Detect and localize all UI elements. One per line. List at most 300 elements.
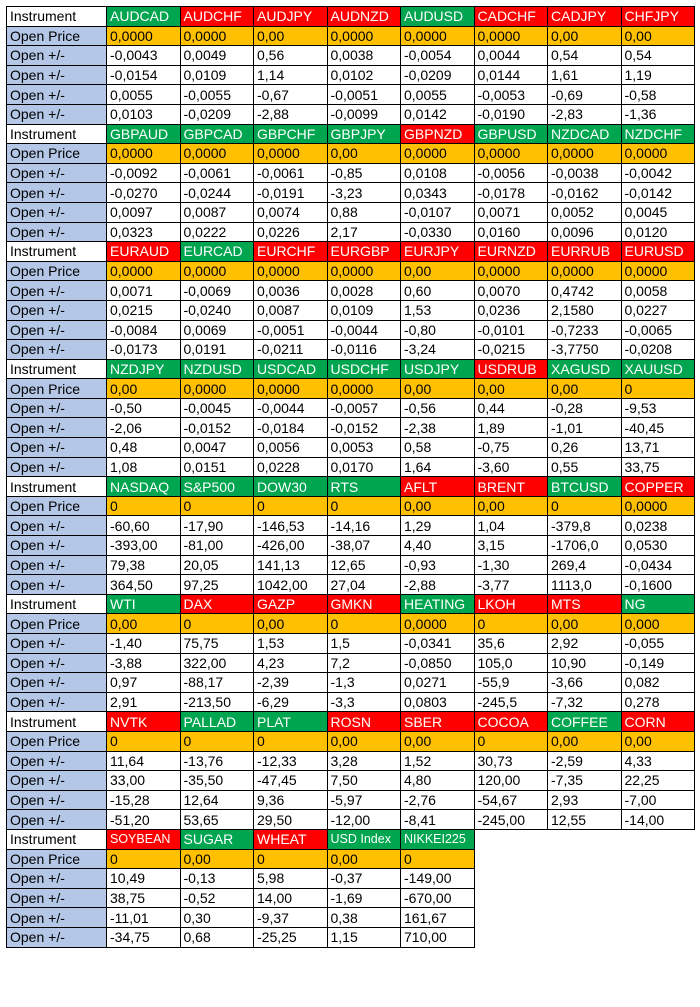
open-price-value: 0,00: [474, 496, 548, 516]
open-change-value: 53,65: [180, 810, 254, 830]
open-price-row: [7, 261, 695, 281]
instrument-label: Instrument: [7, 829, 107, 849]
open-price-value: 0: [180, 614, 254, 634]
open-change-value: -2,59: [548, 751, 622, 771]
open-change-value: -0,0042: [621, 163, 695, 183]
instrument-name: NZDCHF: [621, 124, 695, 144]
open-change-value: -3,60: [474, 457, 548, 477]
open-change-row: [7, 457, 695, 477]
open-change-value: 0,0047: [180, 438, 254, 458]
open-change-value: 0,0102: [327, 65, 401, 85]
open-price-label: Open Price: [7, 144, 107, 164]
open-change-value: -1,30: [474, 555, 548, 575]
open-change-value: -0,0215: [474, 340, 548, 360]
open-change-value: 0,0052: [548, 202, 622, 222]
open-change-value: -0,0057: [327, 398, 401, 418]
instrument-name: BRENT: [474, 477, 548, 497]
instrument-name: CHFJPY: [621, 7, 695, 27]
instrument-header-row: [7, 359, 695, 379]
open-change-label: Open +/-: [7, 634, 107, 654]
open-change-value: -0,0240: [180, 300, 254, 320]
open-change-value: 14,00: [254, 888, 328, 908]
open-change-value: 2,1580: [548, 300, 622, 320]
open-change-value: -0,0178: [474, 183, 548, 203]
instrument-name: SBER: [401, 712, 475, 732]
open-change-row: [7, 555, 695, 575]
instrument-name: GMKN: [327, 594, 401, 614]
open-change-row: [7, 202, 695, 222]
open-change-value: -0,0056: [474, 163, 548, 183]
empty-cell: [548, 888, 622, 908]
open-change-value: 12,55: [548, 810, 622, 830]
instrument-name: NVTK: [107, 712, 181, 732]
open-price-value: 0,0000: [254, 261, 328, 281]
open-change-label: Open +/-: [7, 398, 107, 418]
instrument-name: EURGBP: [327, 242, 401, 262]
open-change-row: [7, 927, 695, 947]
open-change-value: -0,0434: [621, 555, 695, 575]
open-change-value: -34,75: [107, 927, 181, 947]
open-price-value: 0: [254, 849, 328, 869]
open-change-row: [7, 908, 695, 928]
instrument-name: CORN: [621, 712, 695, 732]
open-change-value: 0,0227: [621, 300, 695, 320]
instrument-name: HEATING: [401, 594, 475, 614]
instrument-name: GBPCAD: [180, 124, 254, 144]
quotes-table: [6, 6, 695, 948]
open-change-value: 0,0044: [474, 46, 548, 66]
open-change-value: 0,44: [474, 398, 548, 418]
open-change-row: [7, 771, 695, 791]
open-change-value: 0,68: [180, 927, 254, 947]
open-price-row: [7, 144, 695, 164]
open-price-label: Open Price: [7, 379, 107, 399]
open-price-value: 0,00: [327, 849, 401, 869]
instrument-name: SUGAR: [180, 829, 254, 849]
open-change-value: 1,53: [254, 634, 328, 654]
open-change-value: 0,0144: [474, 65, 548, 85]
open-change-row: [7, 398, 695, 418]
open-change-value: 0,0071: [107, 281, 181, 301]
open-change-label: Open +/-: [7, 888, 107, 908]
instrument-name: XAGUSD: [548, 359, 622, 379]
open-change-value: -0,0162: [548, 183, 622, 203]
open-price-value: 0,0000: [474, 26, 548, 46]
open-change-value: -0,0043: [107, 46, 181, 66]
open-change-label: Open +/-: [7, 927, 107, 947]
open-change-value: -0,0191: [254, 183, 328, 203]
open-price-value: 0: [327, 614, 401, 634]
open-change-row: [7, 65, 695, 85]
open-change-value: 0,0236: [474, 300, 548, 320]
open-change-label: Open +/-: [7, 810, 107, 830]
open-change-value: 1,52: [401, 751, 475, 771]
open-change-value: -3,77: [474, 575, 548, 595]
open-change-value: -2,83: [548, 104, 622, 124]
open-price-value: 0,0000: [548, 261, 622, 281]
open-change-value: 0,48: [107, 438, 181, 458]
open-change-value: -245,5: [474, 692, 548, 712]
open-change-row: [7, 85, 695, 105]
open-change-value: -14,00: [621, 810, 695, 830]
open-change-value: -40,45: [621, 418, 695, 438]
open-change-value: -51,20: [107, 810, 181, 830]
open-change-label: Open +/-: [7, 340, 107, 360]
open-change-value: -0,1600: [621, 575, 695, 595]
open-change-value: 0,0343: [401, 183, 475, 203]
open-change-value: -0,37: [327, 869, 401, 889]
open-change-value: -2,06: [107, 418, 181, 438]
open-change-value: -245,00: [474, 810, 548, 830]
open-price-value: 0,0000: [401, 614, 475, 634]
open-change-value: 120,00: [474, 771, 548, 791]
open-change-value: -0,80: [401, 320, 475, 340]
open-price-value: 0,0000: [621, 496, 695, 516]
instrument-label: Instrument: [7, 594, 107, 614]
open-change-value: 322,00: [180, 653, 254, 673]
instrument-name: S&P500: [180, 477, 254, 497]
open-change-value: -12,33: [254, 751, 328, 771]
open-price-value: 0,0000: [107, 144, 181, 164]
open-change-value: 3,15: [474, 536, 548, 556]
empty-cell: [548, 908, 622, 928]
open-price-value: 0: [180, 731, 254, 751]
open-change-value: -1,40: [107, 634, 181, 654]
open-change-value: -13,76: [180, 751, 254, 771]
instrument-name: SOYBEAN: [107, 829, 181, 849]
open-change-value: 27,04: [327, 575, 401, 595]
instrument-label: Instrument: [7, 712, 107, 732]
open-change-value: -38,07: [327, 536, 401, 556]
open-change-value: 1,15: [327, 927, 401, 947]
open-change-value: 0,0096: [548, 222, 622, 242]
empty-cell: [548, 869, 622, 889]
open-change-value: -1,01: [548, 418, 622, 438]
open-change-value: -3,23: [327, 183, 401, 203]
open-change-value: 0,0142: [401, 104, 475, 124]
open-change-value: -7,35: [548, 771, 622, 791]
open-price-value: 0,00: [401, 261, 475, 281]
open-change-value: 0,0109: [327, 300, 401, 320]
instrument-header-row: [7, 124, 695, 144]
open-change-value: -0,0152: [180, 418, 254, 438]
open-price-value: 0,00: [327, 731, 401, 751]
open-change-label: Open +/-: [7, 104, 107, 124]
open-change-value: -0,0211: [254, 340, 328, 360]
open-change-value: 0,97: [107, 673, 181, 693]
open-change-value: -0,0209: [180, 104, 254, 124]
open-price-value: 0,0000: [107, 261, 181, 281]
open-change-value: -0,0107: [401, 202, 475, 222]
open-change-value: -0,0142: [621, 183, 695, 203]
open-price-row: [7, 379, 695, 399]
empty-cell: [474, 869, 548, 889]
open-change-value: 97,25: [180, 575, 254, 595]
instrument-name: GBPCHF: [254, 124, 328, 144]
open-change-row: [7, 46, 695, 66]
instrument-name: ROSN: [327, 712, 401, 732]
open-change-value: -9,53: [621, 398, 695, 418]
instrument-name: AUDUSD: [401, 7, 475, 27]
open-price-value: 0,00: [474, 379, 548, 399]
open-change-value: -0,0099: [327, 104, 401, 124]
instrument-header-row: [7, 477, 695, 497]
open-change-value: 0,0108: [401, 163, 475, 183]
instrument-name: COCOA: [474, 712, 548, 732]
open-change-value: 269,4: [548, 555, 622, 575]
instrument-name: PALLAD: [180, 712, 254, 732]
open-change-row: [7, 340, 695, 360]
open-change-value: 0,0056: [254, 438, 328, 458]
open-change-value: 0,0803: [401, 692, 475, 712]
open-change-row: [7, 634, 695, 654]
open-change-value: 29,50: [254, 810, 328, 830]
empty-cell: [548, 849, 622, 869]
open-change-value: 1,89: [474, 418, 548, 438]
open-change-value: 0,0215: [107, 300, 181, 320]
open-change-row: [7, 320, 695, 340]
open-change-value: 12,65: [327, 555, 401, 575]
open-price-value: 0,0000: [474, 144, 548, 164]
open-price-value: 0: [474, 731, 548, 751]
open-change-label: Open +/-: [7, 790, 107, 810]
instrument-name: EURCHF: [254, 242, 328, 262]
open-price-value: 0,0000: [548, 144, 622, 164]
open-price-value: 0,0000: [327, 379, 401, 399]
instrument-name: CADJPY: [548, 7, 622, 27]
open-change-value: -0,69: [548, 85, 622, 105]
open-price-value: 0: [254, 731, 328, 751]
open-change-label: Open +/-: [7, 908, 107, 928]
open-change-value: -426,00: [254, 536, 328, 556]
open-change-value: -0,0092: [107, 163, 181, 183]
open-price-label: Open Price: [7, 614, 107, 634]
open-change-value: 4,33: [621, 751, 695, 771]
instrument-name: AUDJPY: [254, 7, 328, 27]
instrument-header-row: [7, 712, 695, 732]
open-change-row: [7, 810, 695, 830]
open-change-value: 1,61: [548, 65, 622, 85]
empty-cell: [548, 927, 622, 947]
open-change-value: 7,50: [327, 771, 401, 791]
open-change-value: -11,01: [107, 908, 181, 928]
open-change-value: -3,66: [548, 673, 622, 693]
open-price-value: 0,00: [548, 26, 622, 46]
open-change-value: 10,49: [107, 869, 181, 889]
open-change-value: -0,055: [621, 634, 695, 654]
open-change-value: -0,75: [474, 438, 548, 458]
empty-cell: [621, 908, 695, 928]
open-change-row: [7, 653, 695, 673]
open-change-value: 0,0049: [180, 46, 254, 66]
open-change-value: -0,0173: [107, 340, 181, 360]
open-price-value: 0,0000: [180, 26, 254, 46]
open-change-value: -0,0061: [254, 163, 328, 183]
open-change-value: 0,0226: [254, 222, 328, 242]
open-change-value: 1,08: [107, 457, 181, 477]
instrument-name: DAX: [180, 594, 254, 614]
open-change-value: 0,0097: [107, 202, 181, 222]
open-change-value: -149,00: [401, 869, 475, 889]
open-price-value: 0,00: [621, 26, 695, 46]
open-change-value: 0,0120: [621, 222, 695, 242]
open-change-value: 0,88: [327, 202, 401, 222]
open-change-value: -670,00: [401, 888, 475, 908]
open-change-label: Open +/-: [7, 320, 107, 340]
open-change-value: 0,55: [548, 457, 622, 477]
open-price-value: 0,000: [621, 614, 695, 634]
open-price-label: Open Price: [7, 731, 107, 751]
open-change-value: 0,0071: [474, 202, 548, 222]
instrument-name: USD Index: [327, 829, 401, 849]
open-price-value: 0,00: [548, 379, 622, 399]
empty-cell: [621, 888, 695, 908]
open-change-value: 161,67: [401, 908, 475, 928]
open-change-value: 30,73: [474, 751, 548, 771]
open-price-value: 0,00: [401, 731, 475, 751]
open-price-label: Open Price: [7, 261, 107, 281]
open-change-value: -1,36: [621, 104, 695, 124]
open-change-value: 0,0028: [327, 281, 401, 301]
open-change-value: -0,0061: [180, 163, 254, 183]
open-change-value: -3,24: [401, 340, 475, 360]
instrument-name: NIKKEI225: [401, 829, 475, 849]
instrument-name: WTI: [107, 594, 181, 614]
open-change-row: [7, 300, 695, 320]
open-price-row: [7, 731, 695, 751]
open-change-value: 0,0103: [107, 104, 181, 124]
open-change-label: Open +/-: [7, 418, 107, 438]
instrument-label: Instrument: [7, 477, 107, 497]
open-change-value: 79,38: [107, 555, 181, 575]
open-change-row: [7, 888, 695, 908]
open-change-value: -3,7750: [548, 340, 622, 360]
open-change-label: Open +/-: [7, 575, 107, 595]
open-change-label: Open +/-: [7, 163, 107, 183]
open-change-value: 0,38: [327, 908, 401, 928]
instrument-header-row: [7, 594, 695, 614]
open-change-value: 2,91: [107, 692, 181, 712]
open-change-value: -0,0055: [180, 85, 254, 105]
open-change-value: 0,56: [254, 46, 328, 66]
open-change-value: -393,00: [107, 536, 181, 556]
open-change-label: Open +/-: [7, 438, 107, 458]
open-change-value: -0,0244: [180, 183, 254, 203]
instrument-name: GBPNZD: [401, 124, 475, 144]
open-change-value: 13,71: [621, 438, 695, 458]
open-price-value: 0,00: [327, 144, 401, 164]
open-change-value: -0,56: [401, 398, 475, 418]
open-price-value: 0,00: [107, 379, 181, 399]
instrument-name: NZDCAD: [548, 124, 622, 144]
open-change-value: 1,14: [254, 65, 328, 85]
open-change-value: 0,0109: [180, 65, 254, 85]
open-change-value: -2,88: [401, 575, 475, 595]
open-change-value: -0,0330: [401, 222, 475, 242]
open-change-value: 33,75: [621, 457, 695, 477]
open-change-value: 0,0087: [180, 202, 254, 222]
open-change-value: 710,00: [401, 927, 475, 947]
instrument-name: AFLT: [401, 477, 475, 497]
open-change-label: Open +/-: [7, 536, 107, 556]
open-change-value: 0,0055: [107, 85, 181, 105]
open-change-value: 364,50: [107, 575, 181, 595]
open-change-value: -2,76: [401, 790, 475, 810]
open-change-value: 0,0045: [621, 202, 695, 222]
open-change-value: 0,082: [621, 673, 695, 693]
open-change-value: -0,52: [180, 888, 254, 908]
open-change-value: -0,0341: [401, 634, 475, 654]
instrument-label: Instrument: [7, 7, 107, 27]
open-change-value: -2,38: [401, 418, 475, 438]
open-change-value: -0,50: [107, 398, 181, 418]
open-change-label: Open +/-: [7, 869, 107, 889]
instrument-label: Instrument: [7, 242, 107, 262]
open-price-value: 0,0000: [107, 26, 181, 46]
open-change-value: 10,90: [548, 653, 622, 673]
open-change-value: -8,41: [401, 810, 475, 830]
open-change-row: [7, 418, 695, 438]
open-change-value: 2,17: [327, 222, 401, 242]
open-change-value: 0,0238: [621, 516, 695, 536]
open-change-value: -0,67: [254, 85, 328, 105]
open-change-value: -55,9: [474, 673, 548, 693]
open-change-value: -1706,0: [548, 536, 622, 556]
open-change-value: -81,00: [180, 536, 254, 556]
open-change-value: 2,92: [548, 634, 622, 654]
open-price-value: 0,00: [107, 614, 181, 634]
open-change-label: Open +/-: [7, 300, 107, 320]
open-change-value: 5,98: [254, 869, 328, 889]
open-change-label: Open +/-: [7, 46, 107, 66]
open-price-value: 0,00: [180, 849, 254, 869]
empty-cell: [621, 927, 695, 947]
open-change-value: -0,0044: [254, 398, 328, 418]
open-change-value: 0,0160: [474, 222, 548, 242]
open-change-value: -2,39: [254, 673, 328, 693]
instrument-name: AUDCAD: [107, 7, 181, 27]
open-change-value: -0,0190: [474, 104, 548, 124]
open-price-label: Open Price: [7, 849, 107, 869]
instrument-name: EURCAD: [180, 242, 254, 262]
open-change-value: -5,97: [327, 790, 401, 810]
open-change-row: [7, 163, 695, 183]
open-change-value: 0,278: [621, 692, 695, 712]
open-change-value: 105,0: [474, 653, 548, 673]
open-change-label: Open +/-: [7, 771, 107, 791]
open-price-value: 0: [180, 496, 254, 516]
open-change-value: 4,40: [401, 536, 475, 556]
open-change-row: [7, 692, 695, 712]
open-change-value: -0,0270: [107, 183, 181, 203]
instrument-name: DOW30: [254, 477, 328, 497]
instrument-name: LKOH: [474, 594, 548, 614]
open-change-value: -0,0045: [180, 398, 254, 418]
instrument-name: GBPUSD: [474, 124, 548, 144]
instrument-name: NG: [621, 594, 695, 614]
empty-cell: [474, 927, 548, 947]
open-change-label: Open +/-: [7, 751, 107, 771]
instrument-name: EURJPY: [401, 242, 475, 262]
open-change-value: -0,85: [327, 163, 401, 183]
open-change-value: 1113,0: [548, 575, 622, 595]
instrument-name: NZDJPY: [107, 359, 181, 379]
open-price-value: 0,00: [548, 614, 622, 634]
open-change-value: 0,4742: [548, 281, 622, 301]
open-change-value: 0,0053: [327, 438, 401, 458]
open-change-value: 33,00: [107, 771, 181, 791]
open-price-value: 0: [107, 731, 181, 751]
